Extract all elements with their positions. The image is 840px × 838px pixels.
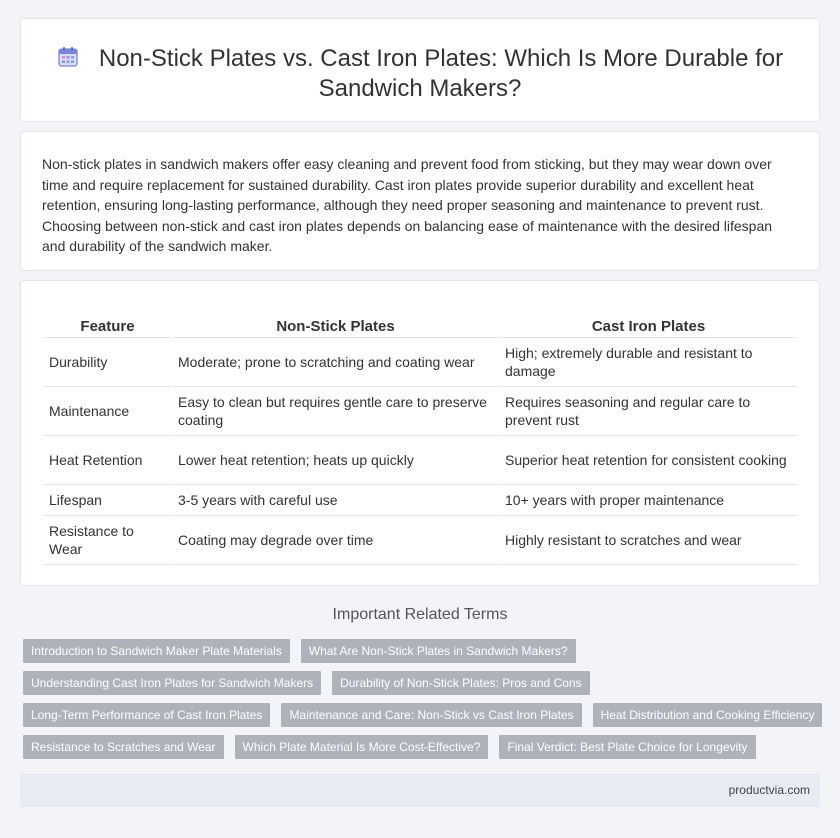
table-row — [44, 338, 797, 387]
related-term-tag[interactable]: Resistance to Scratches and Wear — [23, 735, 224, 759]
table-header-row — [44, 315, 797, 338]
header-non-stick: Non-Stick Plates — [173, 315, 498, 338]
related-term-tag[interactable]: Heat Distribution and Cooking Efficiency — [593, 703, 823, 727]
related-terms-title: Important Related Terms — [332, 606, 508, 623]
cell-cast-iron: High; extremely durable and resistant to damage — [500, 338, 797, 387]
cell-non-stick: Lower heat retention; heats up quickly — [173, 436, 498, 485]
related-term-tag[interactable]: What Are Non-Stick Plates in Sandwich Makers? — [301, 639, 576, 663]
related-term-tag[interactable]: Which Plate Material Is More Cost-Effective? — [235, 735, 489, 759]
footer-site-link[interactable]: productvia.com — [728, 783, 810, 797]
related-term-tag[interactable]: Final Verdict: Best Plate Choice for Longevity — [499, 735, 755, 759]
intro-paragraph: Non-stick plates in sandwich makers offer easy cleaning and prevent food from sticking, but they may wear down over time and require replacement for sustained durability. Cast iron plates provide superior durability and excellent heat retention, ensuring long-lasting performance, although they need proper seasoning and maintenance to prevent rust. Choosing between non-stick and cast iron plates depends on balancing ease of maintenance with the desired lifespan and durability of the sandwich maker. — [42, 156, 773, 254]
comparison-table — [42, 315, 799, 565]
cell-feature: Durability — [44, 338, 171, 387]
footer — [20, 774, 820, 807]
table-row — [44, 387, 797, 436]
cell-feature: Resistance to Wear — [44, 516, 171, 565]
table-row — [44, 436, 797, 485]
related-term-tag[interactable]: Durability of Non-Stick Plates: Pros and Cons — [332, 671, 589, 695]
header-feature: Feature — [44, 315, 171, 338]
related-term-tag[interactable]: Introduction to Sandwich Maker Plate Materials — [23, 639, 290, 663]
cell-cast-iron: 10+ years with proper maintenance — [500, 485, 797, 516]
cell-cast-iron: Highly resistant to scratches and wear — [500, 516, 797, 565]
cell-cast-iron: Requires seasoning and regular care to prevent rust — [500, 387, 797, 436]
cell-non-stick: Moderate; prone to scratching and coating wear — [173, 338, 498, 387]
comparison-table-card — [20, 280, 820, 586]
cell-non-stick: Easy to clean but requires gentle care to preserve coating — [173, 387, 498, 436]
cell-cast-iron: Superior heat retention for consistent cooking — [500, 436, 797, 485]
related-terms-tags — [23, 639, 823, 767]
intro-card — [20, 131, 820, 271]
table-row — [44, 485, 797, 516]
cell-feature: Maintenance — [44, 387, 171, 436]
calendar-grid-icon — [57, 46, 79, 68]
title-card — [20, 18, 820, 122]
page-title: Non-Stick Plates vs. Cast Iron Plates: Which Is More Durable for Sandwich Makers? — [98, 45, 784, 102]
cell-feature: Lifespan — [44, 485, 171, 516]
page-title-wrap — [21, 44, 819, 104]
cell-feature: Heat Retention — [44, 436, 171, 485]
related-term-tag[interactable]: Long-Term Performance of Cast Iron Plates — [23, 703, 270, 727]
cell-non-stick: Coating may degrade over time — [173, 516, 498, 565]
table-row — [44, 516, 797, 565]
cell-non-stick: 3-5 years with careful use — [173, 485, 498, 516]
related-term-tag[interactable]: Maintenance and Care: Non-Stick vs Cast Iron Plates — [281, 703, 581, 727]
related-term-tag[interactable]: Understanding Cast Iron Plates for Sandwich Makers — [23, 671, 321, 695]
header-cast-iron: Cast Iron Plates — [500, 315, 797, 338]
